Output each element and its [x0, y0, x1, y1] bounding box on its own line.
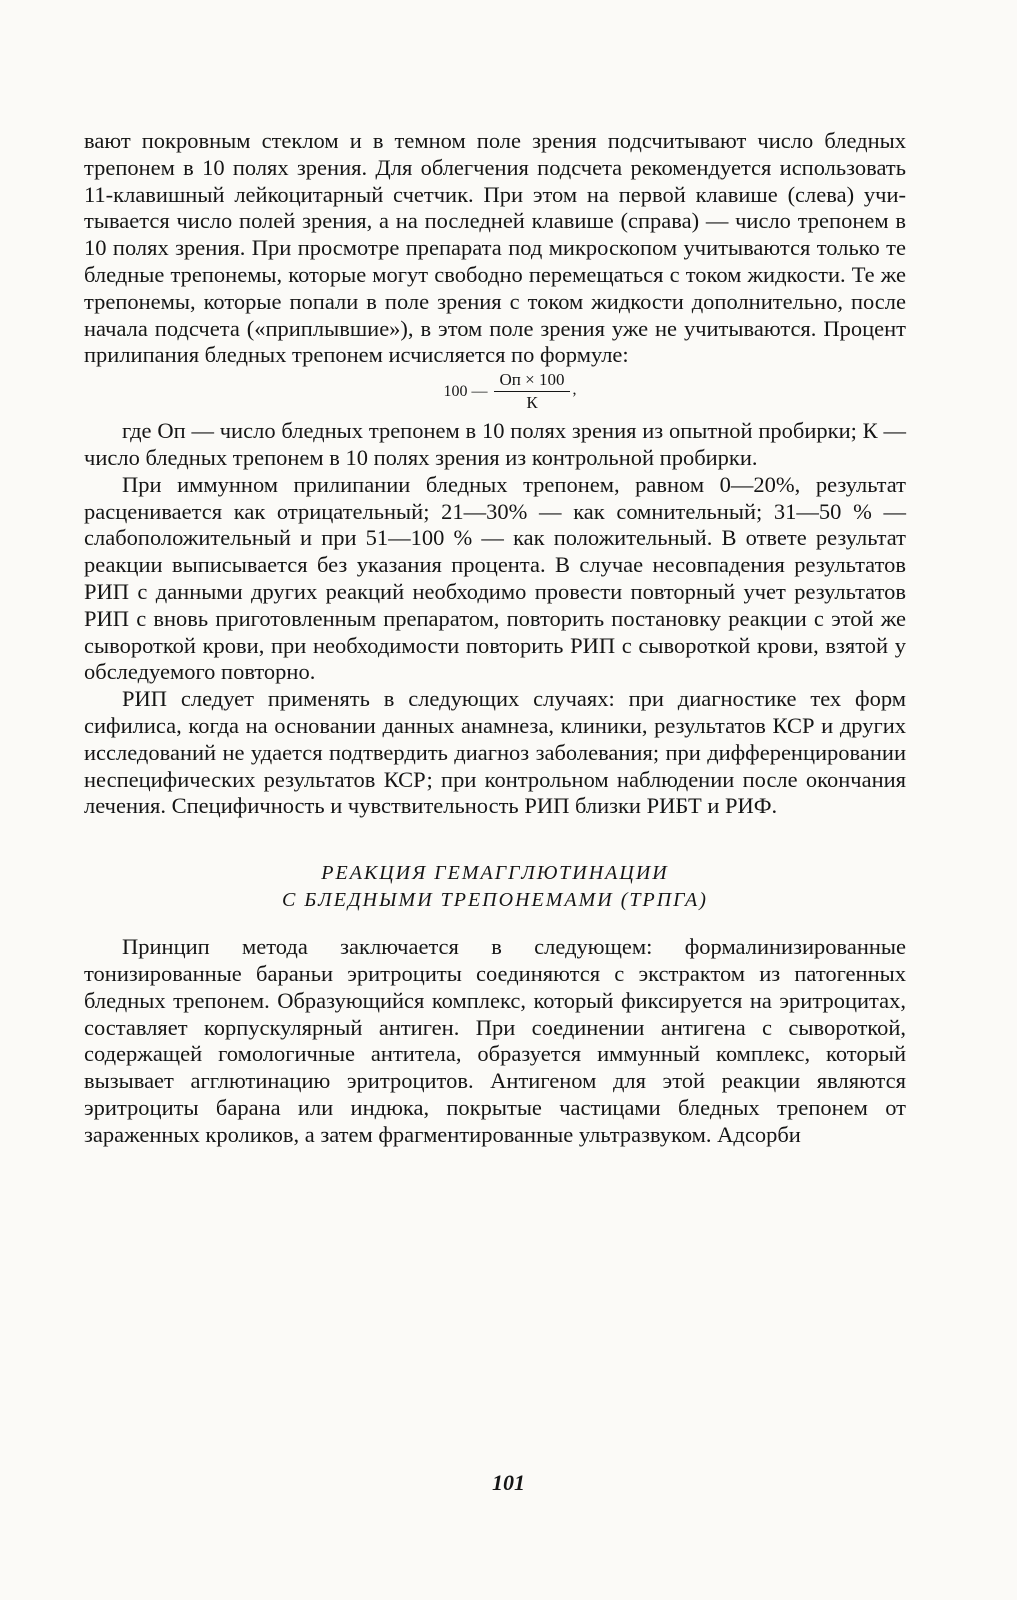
formula-numerator: Оп × 100 — [494, 371, 571, 392]
formula — [114, 371, 906, 412]
paragraph-continuation: вают покровным стеклом и в темном поле зрения подсчитывают число бледных трепонем в 10 полях зрения. Для облегчения подсчета рекомендуется использовать 11-клавишный лейкоцитарный счетчик. При этом на первой клавише (слева) учитывается число полей зрения, а на последней клавише (справа) — число трепонем в 10 полях зрения. При просмотре препарата под микроскопом учитываются только те бледные трепонемы, которые могут свободно перемещаться с током жидкости. Те же трепонемы, которые попали в поле зрения с током жидкости дополнительно, после начала подсчета («приплывшие»), в этом поле зрения уже не учитываются. Процент прилипания бледных трепонем исчисляется по формуле: — [84, 128, 906, 368]
formula-fraction — [494, 371, 571, 412]
section-heading — [84, 860, 906, 914]
formula-prefix: 100 — — [443, 382, 488, 400]
paragraph-usage: РИП следует применять в следующих случаях: при диагностике тех форм сифилиса, когда на основании данных анамнеза, клиники, результатов КСР и других исследований не удается подтвердить диагноз заболевания; при дифференцировании неспецифических результатов КСР; при контрольном наблюдении после окончания лечения. Специфичность и чувствительность РИП близки РИБТ и РИФ. — [84, 686, 906, 819]
section-heading-line-2: С БЛЕДНЫМИ ТРЕПОНЕМАМИ (ТРПГА) — [282, 889, 708, 912]
paragraph-principle: Принцип метода заключается в следующем: формалинизированные тонизированные бараньи эритроциты соединяются с экстрактом из патогенных бледных трепонем. Образующийся комплекс, который фиксируется на эритроцитах, составляет корпускулярный антиген. При соединении антигена с сывороткой, содержащей гомологичные антитела, образуется иммунный комплекс, который вызывает агглютинацию эритроцитов. Антигеном для этой реакции являются эритроциты барана или индюка, покрытые частицами бледных трепонем от зараженных кроликов, а затем фрагментированные ультразвуком. Адсорби — [84, 934, 906, 1147]
text-column — [84, 128, 906, 1149]
paragraph-results: При иммунном прилипании бледных трепонем, равном 0—20%, результат расценивается как отрицательный; 21—30% — как сомнительный; 31—50 % — слабоположительный и при 51—100 % — как положительный. В ответе результат реакции выписывается без указания процента. В случае несовпадения результатов РИП с данными других реакций необходимо провести повторный учет результатов РИП с вновь приготовленным препаратом, повторить постановку реакции с этой же сывороткой крови, при необходимости повторить РИП с сывороткой крови, взятой у обследуемого повторно. — [84, 471, 906, 685]
formula-denominator: К — [526, 393, 538, 413]
paragraph-definitions: где Оп — число бледных трепонем в 10 полях зрения из опытной пробирки; К — число бледных трепонем в 10 полях зрения из контрольной пробирки. — [84, 418, 906, 470]
section-heading-line-1: РЕАКЦИЯ ГЕМАГГЛЮТИНАЦИИ — [321, 862, 669, 885]
formula-suffix: , — [572, 381, 577, 399]
page-number: 101 — [492, 1470, 525, 1495]
